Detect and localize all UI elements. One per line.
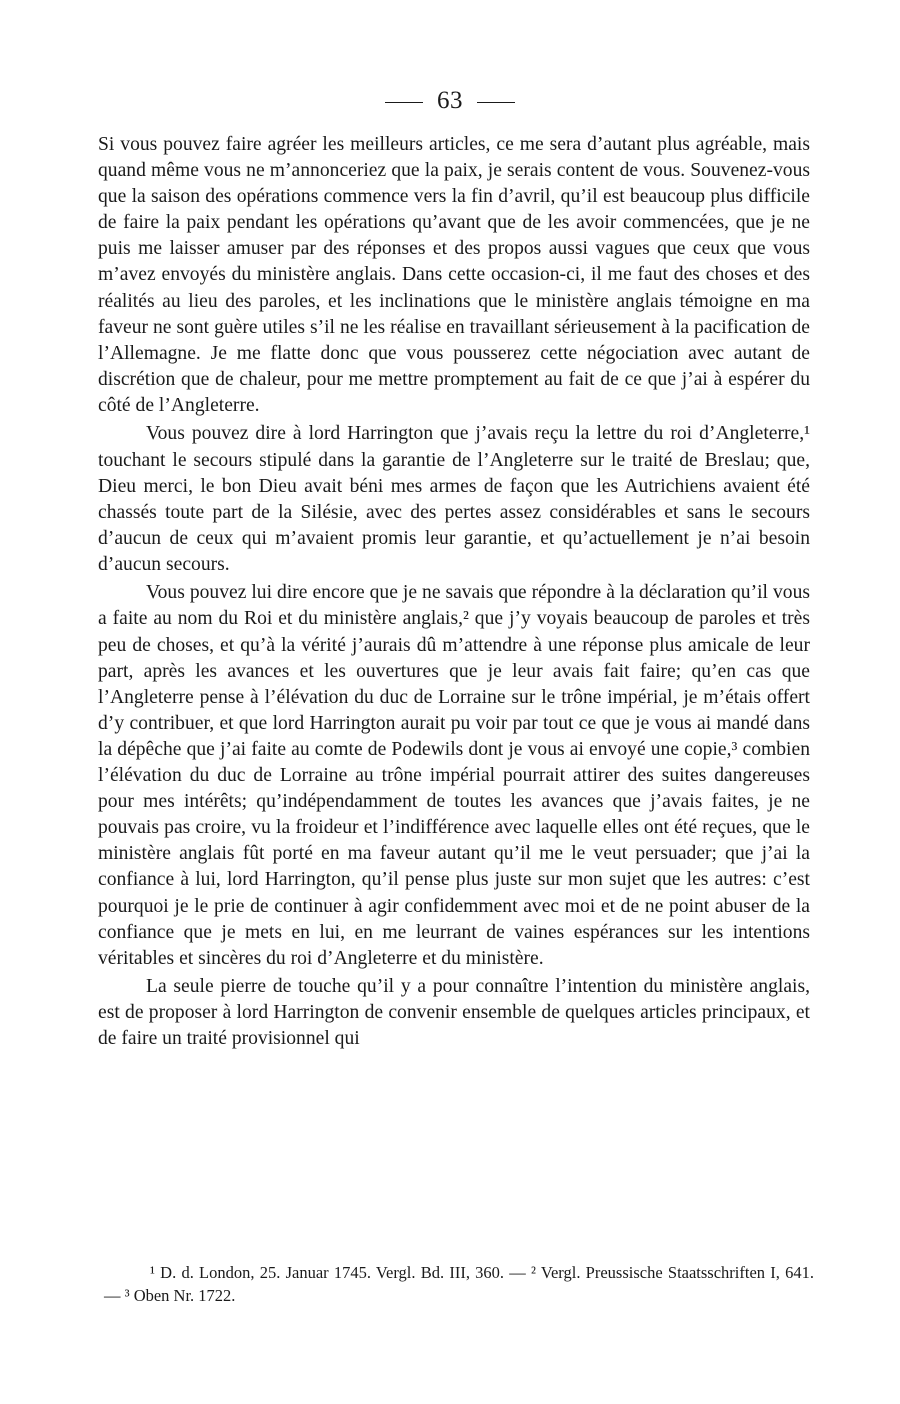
footnote-text: ¹ D. d. London, 25. Januar 1745. Vergl. Bd. III, 360. — ² Vergl. Preussische Staatsschriften I, 641. — ³ Oben Nr. 1722. xyxy=(104,1263,814,1305)
footnotes xyxy=(104,1261,814,1307)
header-dash-right xyxy=(477,102,515,104)
paragraph-4: La seule pierre de touche qu’il y a pour connaître l’intention du ministère anglais, est de proposer à lord Harrington de convenir ensemble de quelques articles principaux, et de faire un traité provisionnel qui xyxy=(98,976,810,1050)
paragraph-3: Vous pouvez lui dire encore que je ne savais que répondre à la déclaration qu’il vous a faite au nom du Roi et du ministère anglais,² que j’y voyais beaucoup de paroles et très peu de choses, et qu’à la vérité j’aurais dû m’attendre à une réponse plus amicale de leur part, après les avances et les ouvertures que je leur avais fait faire; qu’en cas que l’Angleterre pense à l’élévation du duc de Lorraine sur le trône impérial, je m’étais offert d’y contribuer, et que lord Harrington aurait pu voir par tout ce que je vous ai mandé dans la dépêche que j’ai faite au comte de Podewils dont je vous ai envoyé une copie,³ combien l’élévation du duc de Lorraine au trône impérial pourrait attirer des suites dangereuses pour mes intérêts; qu’indépendamment de toutes les avances que j’avais faites, je ne pouvais pas croire, vu la froideur et l’indifférence avec laquelle elles ont été reçues, que le ministère anglais fût porté en ma faveur autant qu’il me le veut persuader; que j’ai la confiance à lui, lord Harrington, qu’il pense plus juste sur mon sujet que les autres: c’est pourquoi je le prie de continuer à agir confidemment avec moi et de ne point abuser de la confiance que je mets en lui, en me leurrant de vaines espérances sur les intentions véritables et sincères du roi d’Angleterre et du ministère. xyxy=(98,582,810,969)
page-number: 63 xyxy=(437,87,463,114)
paragraph-2: Vous pouvez dire à lord Harrington que j’avais reçu la lettre du roi d’Angleterre,¹ touchant le secours stipulé dans la garantie de l’Angleterre sur le traité de Breslau; que, Dieu merci, le bon Dieu avait béni mes armes de façon que les Autrichiens avaient été chassés toute part de la Silésie, avec des pertes assez considérables et sans le secours d’aucun de ceux qui m’avaient promis leur garantie, et qu’actuellement je n’ai besoin d’aucun secours. xyxy=(98,423,810,575)
header-dash-left xyxy=(385,102,423,104)
page-header xyxy=(0,84,900,118)
body-text xyxy=(98,132,810,1052)
paragraph-1: Si vous pouvez faire agréer les meilleurs articles, ce me sera d’autant plus agréable, mais quand même vous ne m’annonceriez que la paix, je serais content de vous. Souvenez-vous que la saison des opérations commence vers la fin d’avril, qu’il est beaucoup plus difficile de faire la paix pendant les opérations qu’avant que de les avoir commencées, que je ne puis me laisser amuser par des réponses et des propos aussi vagues que ceux que vous m’avez envoyés du ministère anglais. Dans cette occasion-ci, il me faut des choses et des réalités au lieu des paroles, et les inclinations que le ministère anglais témoigne en ma faveur ne sont guère utiles s’il ne les réalise en travaillant sérieusement à la pacification de l’Allemagne. Je me flatte donc que vous pousserez cette négociation avec autant de discrétion que de chaleur, pour me mettre promptement au fait de ce que j’ai à espérer du côté de l’Angleterre. xyxy=(98,134,810,416)
